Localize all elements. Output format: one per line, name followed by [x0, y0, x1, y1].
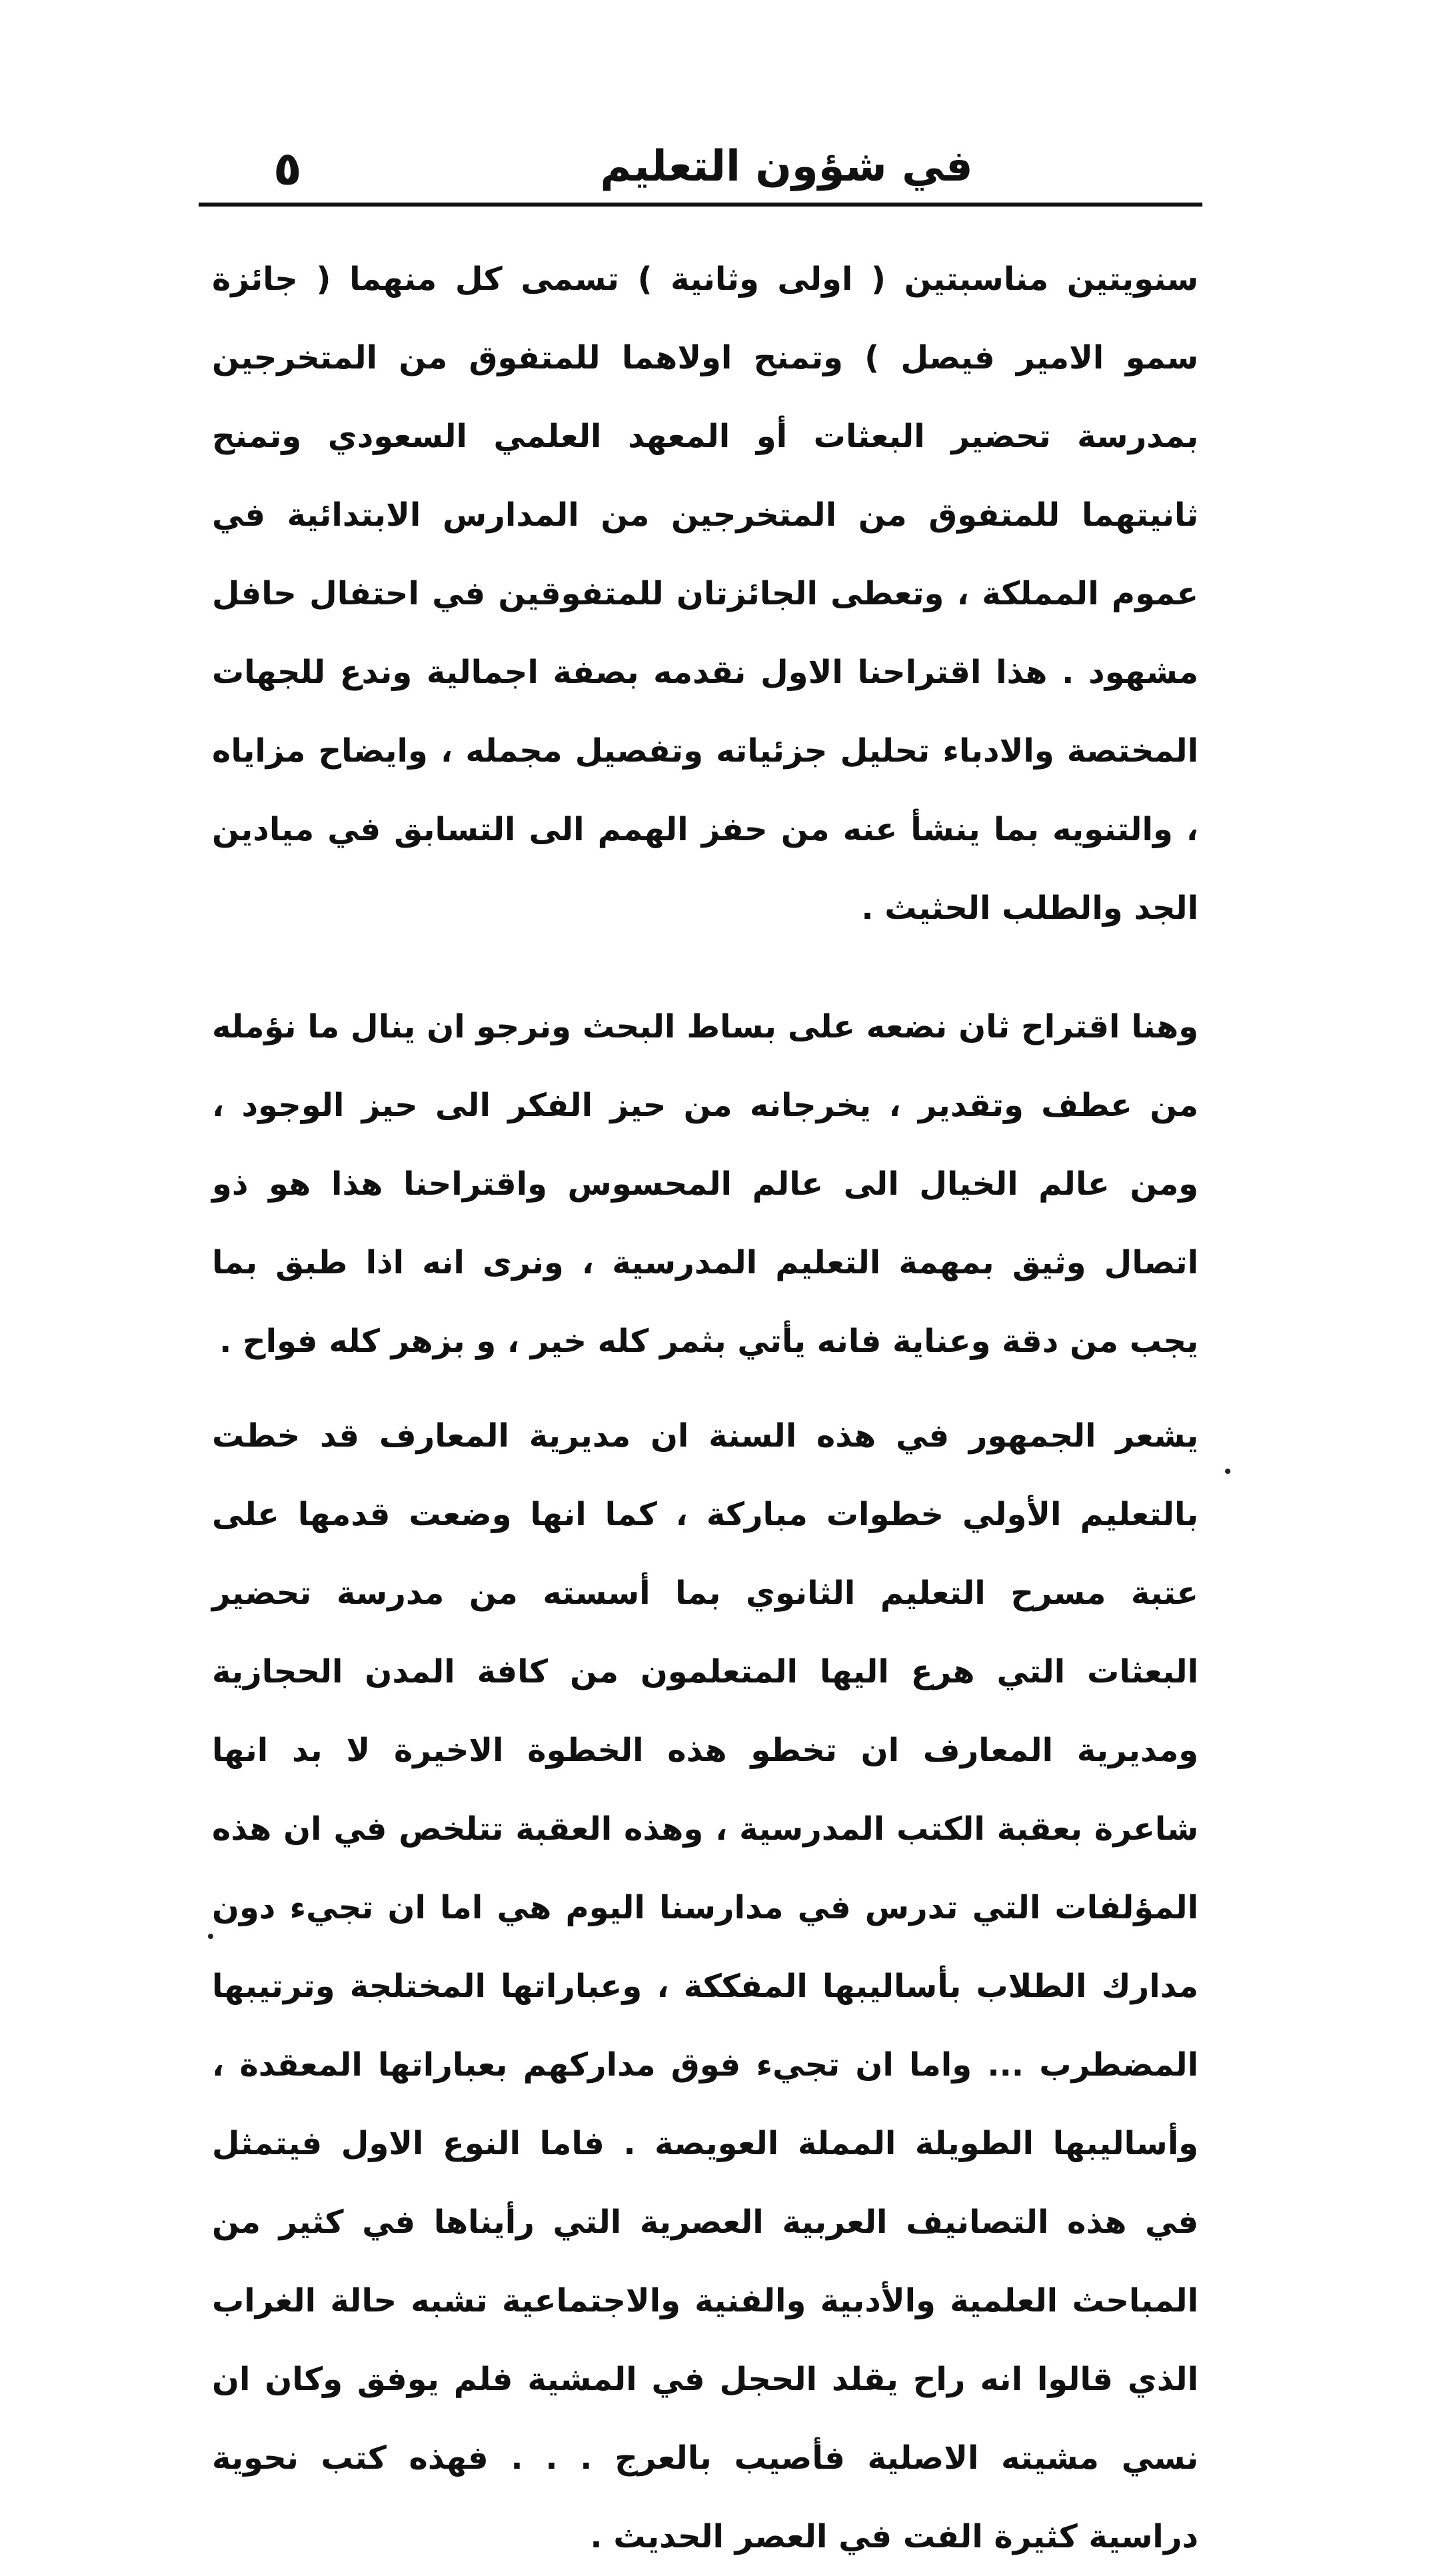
running-title: في شؤون التعليم: [600, 142, 973, 191]
page-header: [200, 130, 1200, 203]
paragraph-3: يشعر الجمهور في هذه السنة ان مديرية المعارف قد خطت بالتعليم الأولي خطوات مباركة ، كما انها وضعت قدمها على عتبة مسرح التعليم الثانوي بما أسسته من مدرسة تحضير البعثات التي هرع اليها المتعلمون من كافة المدن الحجازية ومديرية المعارف ان تخطو هذه الخطوة الاخيرة لا بد انها شاعرة بعقبة الكتب المدرسية ، وهذه العقبة تتلخص في ان هذه المؤلفات التي تدرس في مدارسنا اليوم هي اما ان تجيء دون مدارك الطلاب بأساليبها المفككة ، وعباراتها المختلجة وترتيبها المضطرب ... واما ان تجيء فوق مداركهم بعباراتها المعقدة ، وأساليبها الطويلة المملة العويصة . فاما النوع الاول فيتمثل في هذه التصانيف العربية العصرية التي رأيناها في كثير من المباحث العلمية والأدبية والفنية والاجتماعية تشبه حالة الغراب الذي قالوا انه راح يقلد الحجل في المشية فلم يوفق وكان ان نسي مشيته الاصلية فأصيب بالعرج . . . فهذه كتب نحوية دراسية كثيرة الفت في العصر الحديث .: [212, 1417, 1198, 2555]
body-text: [212, 240, 1198, 2576]
margin-mark: [208, 1934, 213, 1939]
header-rule: [199, 203, 1202, 207]
page-number: ٥: [273, 141, 302, 196]
margin-mark: [1225, 1469, 1230, 1474]
paragraph-2: وهنا اقتراح ثان نضعه على بساط البحث ونرجو ان ينال ما نؤمله من عطف وتقدير ، يخرجانه من حيز الفكر الى حيز الوجود ، ومن عالم الخيال الى عالم المحسوس واقتراحنا هذا هو ذو اتصال وثيق بمهمة التعليم المدرسية ، ونرى انه اذا طبق بما يجب من دقة وعناية فانه يأتي بثمر كله خير ، و بزهر كله فواح .: [212, 1008, 1198, 1360]
paragraph-1: سنويتين مناسبتين ( اولى وثانية ) تسمى كل منهما ( جائزة سمو الامير فيصل ) وتمنح اولاهما للمتفوق من المتخرجين بمدرسة تحضير البعثات أو المعهد العلمي السعودي وتمنح ثانيتهما للمتفوق من المتخرجين من المدارس الابتدائية في عموم المملكة ، وتعطى الجائزتان للمتفوقين في احتفال حافل مشهود . هذا اقتراحنا الاول نقدمه بصفة اجمالية وندع للجهات المختصة والادباء تحليل جزئياته وتفصيل مجمله ، وايضاح مزاياه ، والتنويه بما ينشأ عنه من حفز الهمم الى التسابق في ميادين الجد والطلب الحثيث .: [212, 261, 1198, 927]
